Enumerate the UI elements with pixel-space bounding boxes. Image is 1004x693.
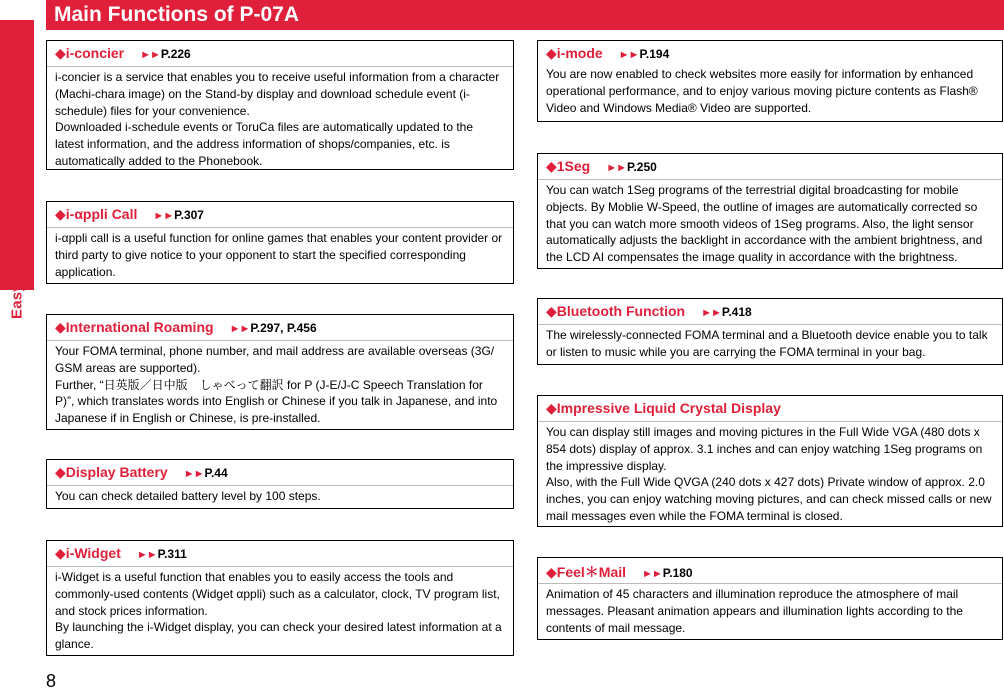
- section-body: [546, 66, 994, 116]
- section-header: [546, 303, 994, 322]
- section-title: ◆i-mode: [546, 45, 603, 61]
- paragraph: Animation of 45 characters and illumination reproduce the atmosphere of mail messages. Pleasant animation appears and illumination lights according to the contents of mail message.: [546, 587, 963, 635]
- section-body: [55, 569, 505, 653]
- section-i-mode: [537, 40, 1003, 122]
- page-ref-label: P.44: [204, 466, 228, 480]
- page-ref-label: P.194: [639, 47, 670, 61]
- section-title: ◆1Seg: [546, 158, 591, 174]
- page-reference[interactable]: [701, 305, 752, 319]
- section-title: ◆Impressive Liquid Crystal Display: [546, 400, 781, 416]
- section-title: ◆Display Battery: [55, 464, 168, 480]
- paragraph: Further, “日英版／日中版 しゃべって翻訳 for P (J-E/J-C Speech Translation for P)”, which translates words into English or Chinese if you talk in Japanese, and into Japanese if in English or Chinese, is pre-installed.: [55, 377, 498, 426]
- paragraph: i-concier is a service that enables you to receive useful information from a character (Machi-chara image) on the Stand-by display and download schedule event (i-schedule) files for your convenience.: [55, 70, 500, 118]
- section-title: ◆i-αppli Call: [55, 206, 138, 222]
- divider: [538, 421, 1002, 422]
- section-body: [55, 230, 505, 280]
- section-i-concier: [46, 40, 514, 170]
- section-body: [546, 182, 994, 266]
- divider: [538, 583, 1002, 584]
- section-1seg: [537, 153, 1003, 269]
- paragraph: i-αppli call is a useful function for online games that enables your content provider or third party to give notice to your opponent to start the specified corresponding application.: [55, 231, 503, 279]
- section-header: [546, 400, 994, 419]
- page-ref-label: P.250: [627, 160, 657, 174]
- section-body: [55, 69, 505, 170]
- section-body: [546, 586, 994, 636]
- arrow-icon: ►►: [183, 468, 204, 480]
- section-header: [55, 545, 505, 564]
- arrow-icon: ►►: [701, 307, 721, 319]
- page-number: 8: [46, 671, 57, 691]
- section-i-widget: [46, 540, 514, 656]
- arrow-icon: ►►: [642, 568, 662, 580]
- paragraph: Also, with the Full Wide QVGA (240 dots x 427 dots) Private window of approx. 2.0 inches, you can enjoy watching moving pictures, and can check missed calls or new mail messages even while the FOMA terminal is closed.: [546, 475, 992, 523]
- section-title: ◆Feel＊Mail: [546, 564, 627, 580]
- page-title: Main Functions of P-07A: [46, 0, 1004, 30]
- page-ref-label: P.180: [662, 566, 693, 580]
- section-international-roaming: [46, 314, 514, 430]
- page-ref-label: P.297, P.456: [250, 321, 317, 335]
- page-reference[interactable]: [184, 466, 228, 480]
- divider: [538, 324, 1002, 325]
- section-header: [55, 464, 505, 483]
- section-bluetooth-function: [537, 298, 1003, 365]
- side-label: Easy Search/Contents/Precautions: [8, 64, 26, 320]
- page-reference[interactable]: [642, 566, 693, 580]
- page-ref-label: P.307: [174, 208, 204, 222]
- section-title: ◆i-concier: [55, 45, 125, 61]
- section-impressive-lcd: [537, 395, 1003, 527]
- arrow-icon: ►►: [606, 162, 627, 174]
- divider: [538, 179, 1002, 180]
- page-ref-label: P.418: [721, 305, 752, 319]
- page-reference[interactable]: [606, 160, 657, 174]
- divider: [47, 340, 513, 341]
- arrow-icon: ►►: [229, 323, 250, 335]
- arrow-icon: ►►: [618, 49, 639, 61]
- section-title: ◆i-Widget: [55, 545, 121, 561]
- paragraph: The wirelessly-connected FOMA terminal and a Bluetooth device enable you to talk or listen to music while you are carrying the FOMA terminal in your bag.: [546, 328, 988, 359]
- page-reference[interactable]: [137, 547, 187, 561]
- page-reference[interactable]: [140, 47, 191, 61]
- divider: [47, 566, 513, 567]
- arrow-icon: ►►: [140, 49, 160, 61]
- section-body: [546, 327, 994, 361]
- section-feel-mail: [537, 557, 1003, 640]
- section-header: [546, 562, 994, 581]
- section-title: ◆International Roaming: [55, 319, 214, 335]
- section-header: [546, 158, 994, 177]
- arrow-icon: ►►: [153, 210, 174, 222]
- divider: [47, 485, 513, 486]
- divider: [47, 227, 513, 228]
- paragraph: By launching the i-Widget display, you can check your desired latest information at a glance.: [55, 620, 502, 652]
- section-i-appli-call: [46, 201, 514, 284]
- paragraph: Your FOMA terminal, phone number, and mail address are available overseas (3G/ GSM areas are supported).: [55, 344, 495, 375]
- page-reference[interactable]: [619, 47, 670, 61]
- page-reference[interactable]: [230, 321, 317, 335]
- paragraph: You can display still images and moving pictures in the Full Wide VGA (480 dots x 854 dots) display of approx. 3.1 inches and can enjoy watching 1Seg programs on the impressive display.: [546, 425, 983, 473]
- page-ref-label: P.311: [157, 547, 187, 561]
- section-header: [55, 45, 505, 64]
- section-display-battery: [46, 459, 514, 509]
- section-header: [55, 206, 505, 225]
- section-header: [55, 319, 505, 338]
- arrow-icon: ►►: [136, 549, 157, 561]
- page-reference[interactable]: [153, 208, 204, 222]
- paragraph: i-Widget is a useful function that enables you to easily access the tools and commonly-used contents (Widget αppli) such as a calculator, clock, TV program list, and stock prices information.: [55, 570, 500, 618]
- paragraph: You can check detailed battery level by 100 steps.: [55, 489, 321, 503]
- page-ref-label: P.226: [160, 47, 191, 61]
- paragraph: You are now enabled to check websites more easily for information by enhanced operational performance, and to enjoy various moving picture contents as Flash® Video and Windows Media® Video are supported.: [546, 67, 978, 115]
- section-header: [546, 45, 994, 64]
- section-body: [546, 424, 994, 525]
- section-body: [55, 488, 505, 505]
- paragraph: You can watch 1Seg programs of the terrestrial digital broadcasting for mobile objects. By Moblie W-Speed, the outline of images are automatically corrected so that you can watch more smooth videos of 1Seg programs. Also, the light sensor automatically adjusts the backlight in accordance with the ambient brightness, and the LCD AI compensates the image quality in accordance with the brightness.: [546, 183, 983, 265]
- section-body: [55, 343, 505, 427]
- divider: [47, 66, 513, 67]
- paragraph: Downloaded i-schedule events or ToruCa files are automatically updated to the latest information, and the address information of shops/companies, etc. is automatically added to the Phonebook.: [55, 120, 474, 168]
- section-title: ◆Bluetooth Function: [546, 303, 686, 319]
